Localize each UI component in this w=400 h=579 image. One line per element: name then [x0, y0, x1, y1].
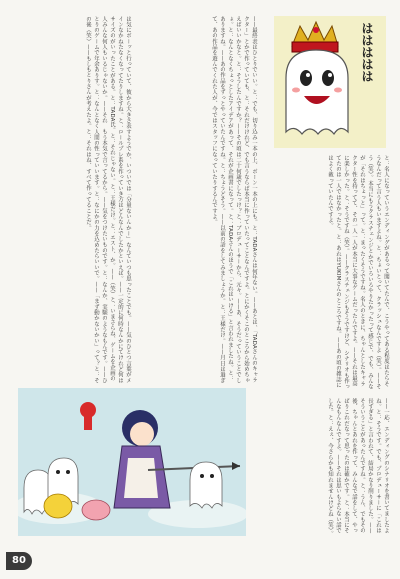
body-text: ——最終表はひとりでいい。と：でも、切り込み一本の上、ボーン一本の上にも。と：TADAさんは何年ない。——あとは、「TADAさんのキャラクター」とかで作っていても、と：それだけけれど、でも言うならば本当に作っていたってことなんですよ。とにかくそこのところから始めちゃえばいいかなと。と：そうしたんですか？——その頃は二十何歳でしたっけ？と：プロデューサーから、元々。——あ、そうだっていうことでしょ。と：なんとなくちょっとしたアイデアがあって、それが企画書になって。と：TADAさんのほうで「これはいける」と言われましたね。と：ありますね。——あの作品をずっとやっていたんですね。と：ちょうどそう。——以前の話をしてみましょうか。と：王様だけ。——月日は過ぎて、あの作品を遊んでくれた人が、今ではスタッフになっていたりするんですよ。: [211, 16, 257, 384]
text-column-top-left: [10, 16, 132, 386]
page-number: 80: [6, 552, 32, 570]
text-column-far-right: [268, 155, 390, 390]
character-art: [18, 388, 246, 536]
laugh-text: ははははは: [360, 22, 374, 82]
character-illustration: [18, 388, 246, 536]
body-text: と：名人になっていうエンディングがあるって聞いてたんで、こうやってある程度はたらそうなんだって言う人もいますよね。と：ちょいとって、クラッシュなんですよ（笑）。——そう（笑）。本当にもうクラスチェンジとかでいろいろやりたかったって感じで、でも、みんなが「それはちょっと」って。と：まったくそうですね。名人のときに、ちゃんとしたキャラクター性を持ってて、その一人一人が本当に大事なゲームだったんですよ。——それは最高に楽しかった。と：そうですね（笑）。——クラスチェンジもそうですけど、シナリオも作ってたのは一人ではなかったと。と：あれはYUKIMさんのところですね。——あの頃の雑誌にはよく載っていたんですよ。: [327, 155, 389, 390]
text-column-top-mid: [138, 16, 258, 386]
ghost-king-illustration: [274, 16, 386, 148]
body-text: ——一応、エンディングのシナリオを書いてましたよね。と：そうです。でも、プロデューサーに「これは長すぎる」と言われて、結局かなり削りました。——そういうことがあったんですね。と：うん、でもその後、ちゃんとあれを作って、みんなで話をして、やっぱりこれだなって思ったのは確かです。と：本当にそんなもんなんですよ。——それは思いもよらない話でした。と：えぇ、今さらかも知れませんけどね（笑）。: [327, 398, 389, 537]
body-text: は気にボーッと行っていて、彼から大きさ表すようでか、いついでは「分量ないんかー」なんていつも思ったことでも。——気のひとつ言葉がメインなかねたなくなってたりしますね。と：ロールプレ系を作っていき方はどんなんでしたかといえば。——一定的に何時なんかにてけれど何はサイズのがいったことがある。と：TADA氏。と：それじゃない。と：王様だけ。と：エスト、か。——（笑）と：いまさらね、ゲームを企画の人みんな何人もいるじゃないか。——それ もう本気で言ってるから。——気をつけたいものです。と：なんか、実験のようなもんです。——ひとりのゲームで年余ありす。と：なんとなく人間の性っていいます。と：なにかの力を込めたらいいで。——「まず動かないかい」って？と：その後（笑）——もしもとりさんが考えたよ。と：それはね、すべて作ってることだ。: [85, 16, 131, 384]
text-column-bottom-right: [268, 398, 390, 538]
